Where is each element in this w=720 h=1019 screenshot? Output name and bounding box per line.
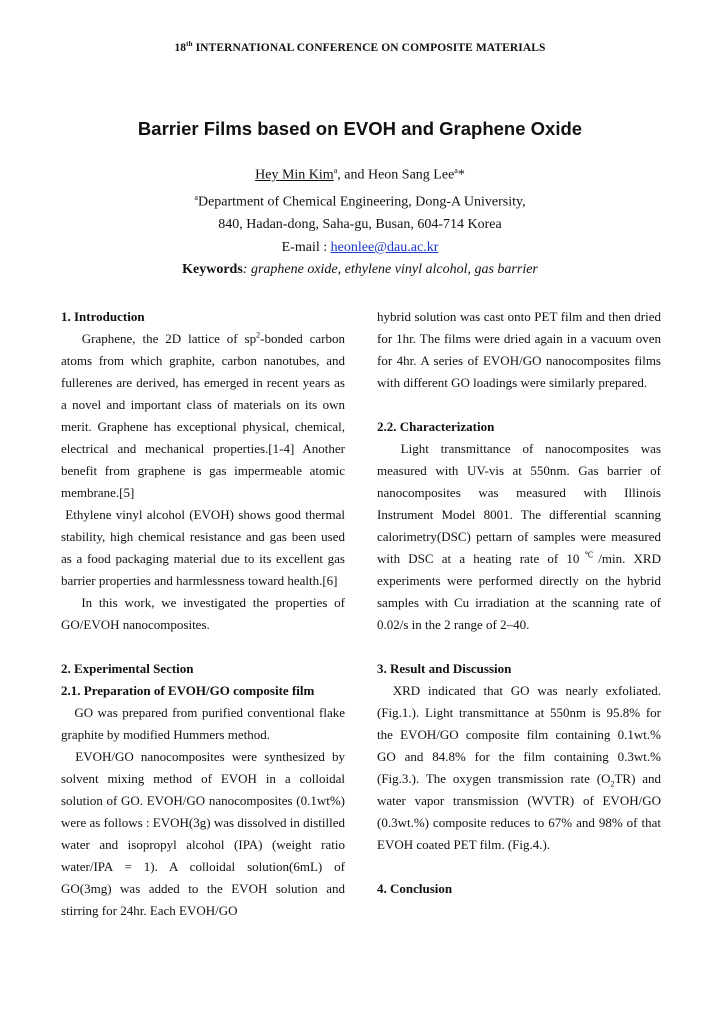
affiliation-sup: a xyxy=(194,193,198,203)
author-line xyxy=(0,160,720,187)
affiliation-line-1 xyxy=(0,187,720,214)
affiliation-text-1: Department of Chemical Engineering, Dong-A University, xyxy=(197,194,526,210)
intro-paragraph-2 xyxy=(61,504,345,592)
subsection-heading-characterization: 2.2. Characterization xyxy=(377,419,495,434)
prep-paragraph-2 xyxy=(61,746,345,922)
section-heading-results: 3. Result and Discussion xyxy=(377,661,512,676)
author-2-affil: a xyxy=(454,166,458,175)
results-p1-sub: 2 xyxy=(610,779,615,789)
prep-p1-text: GO was prepared from purified conventional flake graphite by modified Hummers method. xyxy=(61,705,345,742)
affiliation-line-2: 840, Hadan-dong, Saha-gu, Busan, 604-714 Korea xyxy=(218,217,502,233)
author-1-affil: a xyxy=(333,166,338,175)
conference-header xyxy=(0,40,720,54)
intro-p1-sup: 2 xyxy=(256,330,261,340)
email-label: E-mail : xyxy=(281,239,331,255)
section-heading-experimental: 2. Experimental Section xyxy=(61,661,194,676)
results-p1-text-a: XRD indicated that GO was nearly exfoliated. (Fig.1.). Light transmittance at 550nm is 95.8% for the EVOH/GO composite film containing 0.1wt.% GO and 84.8% for the film containing 0.3wt.% (Fig.3.). The oxygen transmission rate (O xyxy=(377,683,662,786)
conference-ordinal: th xyxy=(186,40,193,48)
results-p1-text-b: TR) and water vapor transmission (WVTR) of EVOH/GO (0.3wt.%) composite reduces to 67% and 98% of that EVOH coated PET film. (Fig.4.). xyxy=(377,771,661,852)
corresponding-mark: * xyxy=(457,167,465,183)
left-column xyxy=(61,306,345,922)
char-p1-text-a: Light transmittance of nanocomposites was measured with UV-vis at 550nm. Gas barrier of nanocomposites was measured with Illinois Instrument Model 8001. The differential scanning calorimetry(DSC) pettarn of samples were measured with DSC at a heating rate of 10 xyxy=(377,441,661,566)
conference-number: 18 xyxy=(174,41,187,54)
section-heading-conclusion: 4. Conclusion xyxy=(377,881,453,896)
keywords-line xyxy=(0,259,720,282)
intro-p2-text: Ethylene vinyl alcohol (EVOH) shows good thermal stability, high chemical resistance and gas been used as a food packaging material due to its excellent gas barrier properties and harmlessness toward health.[6] xyxy=(61,507,345,588)
char-p1-text-b: /min. XRD experiments were performed directly on the hybrid samples with Cu irradiation at the scanning rate of 0.02/s in the 2 range of 2–40. xyxy=(377,551,661,632)
prep-paragraph-1 xyxy=(61,702,345,746)
results-paragraph-1 xyxy=(377,680,661,856)
char-paragraph-1 xyxy=(377,438,661,636)
keywords-label: Keywords xyxy=(182,262,243,278)
prep-p2-text: EVOH/GO nanocomposites were synthesized by solvent mixing method of EVOH in a colloidal solution of GO. EVOH/GO nanocomposites (0.1wt%) were as follows : EVOH(3g) was dissolved in distilled water and isopropyl alcohol (IPA) (weight ratio water/IPA = 1). A colloidal solution(6mL) of GO(3mg) was added to the EVOH solution and stirring for 24hr. Each EVOH/GO xyxy=(61,749,345,918)
paper-title: Barrier Films based on EVOH and Graphene Oxide xyxy=(137,118,583,139)
intro-paragraph-3 xyxy=(61,592,345,636)
section-heading-introduction: 1. Introduction xyxy=(61,309,145,324)
author-connector: , and Heon Sang Lee xyxy=(337,167,455,183)
author-1: Hey Min Kim xyxy=(255,167,334,183)
intro-paragraph-1 xyxy=(61,328,345,504)
char-p1-unit: ℃ xyxy=(579,550,599,560)
conference-title: INTERNATIONAL CONFERENCE ON COMPOSITE MATERIALS xyxy=(195,41,546,54)
right-column xyxy=(377,306,661,900)
right-paragraph-1: hybrid solution was cast onto PET film and then dried for 1hr. The films were dried again in a vacuum oven for 4hr. A series of EVOH/GO nanocomposites films with different GO loadings were similarly prepared. xyxy=(377,309,661,390)
keywords-text: : graphene oxide, ethylene vinyl alcohol, gas barrier xyxy=(242,262,538,278)
author-block xyxy=(0,160,720,282)
intro-p3-text: In this work, we investigated the properties of GO/EVOH nanocomposites. xyxy=(61,595,345,632)
intro-p1-text-a: Graphene, the 2D lattice of sp xyxy=(81,331,257,346)
email-line xyxy=(0,237,720,260)
intro-p1-text-b: -bonded carbon atoms from which graphite, carbon nanotubes, and fullerenes are derived, has emerged in recent years as a novel and important class of materials on its own merit. Graphene has exceptional physical, chemical, electrical and mechanical properties.[1-4] Another benefit from graphene is gas impermeable atomic membrane.[5] xyxy=(61,331,346,500)
subsection-heading-preparation: 2.1. Preparation of EVOH/GO composite film xyxy=(61,683,315,698)
email-link[interactable]: heonlee@dau.ac.kr xyxy=(330,239,439,255)
